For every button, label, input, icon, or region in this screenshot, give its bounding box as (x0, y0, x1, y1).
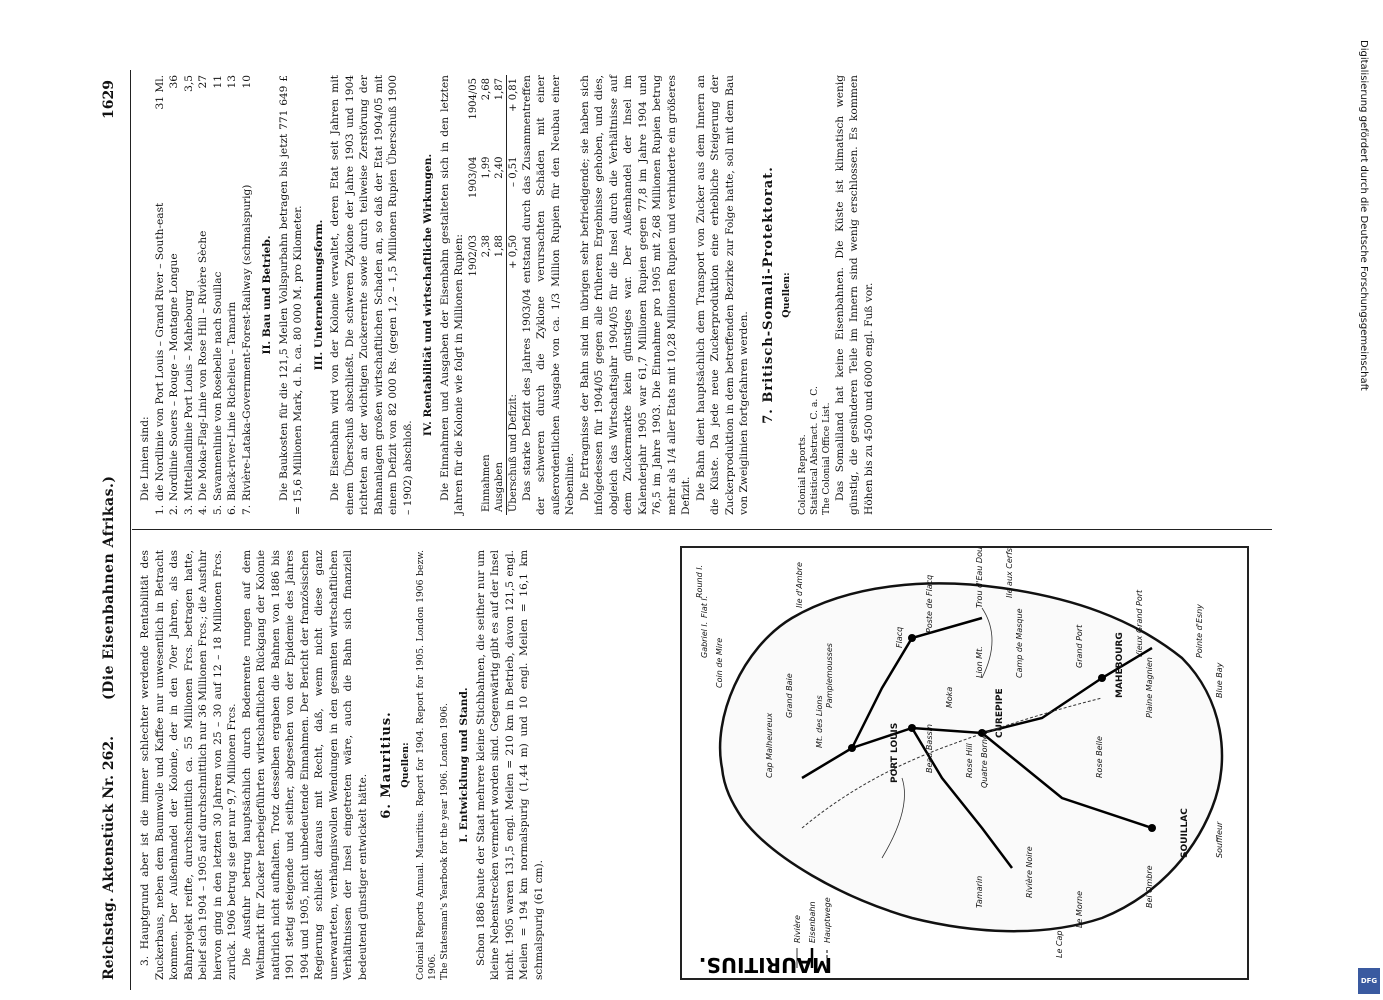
header-left: Reichstag. Aktenstück Nr. 262. (101, 736, 117, 980)
town-marker (848, 744, 856, 752)
map-label: Quatre Bornes (980, 730, 989, 788)
table-row: Einnahmen 2,38 1,99 2,68 (480, 78, 492, 512)
town-marker (908, 634, 916, 642)
sources-heading: Quellen: (399, 742, 411, 788)
map-label: Vieux Grand Port (1135, 589, 1144, 658)
dfg-logo: DFG (1358, 968, 1380, 994)
table-header: 1902/03 (467, 234, 479, 277)
paragraph: Die Bahn dient hauptsächlich dem Transport von Zucker aus dem Innern an die Küste. Da jede neue Zuckerproduktion eine erhebliche Steigerung der Zuckerproduktion in dem betreffenden Bezirke zur Folge hatte, soll mit dem Bau von Zweiglinien fortgefahren werden. (694, 75, 750, 515)
map-label: Moka (945, 686, 954, 708)
map-label: Grand Baie (785, 673, 794, 718)
map-label: Gabriel I. (700, 621, 709, 658)
town-marker (1098, 674, 1106, 682)
legend-item: Hauptwege (823, 897, 832, 943)
town-marker (908, 724, 916, 732)
legend-item: Eisenbahn (808, 901, 817, 943)
map-label: Le Cap (1055, 930, 1064, 958)
map-label: Souffleur (1215, 821, 1224, 858)
digitization-note (1355, 40, 1369, 1000)
map-label: Le Morne (1075, 891, 1084, 928)
source-entry: The Colonial Office List. (820, 402, 832, 515)
map-label: Trou d'Eau Douce (975, 548, 984, 608)
digitization-text: Digitalisierung gefördert durch die Deutsche Forschungsgemeinschaft (1358, 40, 1369, 391)
header-rule (130, 70, 131, 990)
mauritius-map (680, 546, 1249, 980)
map-label: Beau Bassin (925, 724, 934, 773)
rotated-page (50, 60, 1350, 1000)
map-label: MAHEBOURG (1115, 632, 1125, 698)
list-item: 7. Rivière-Lataka-Government-Forest-Railway (schmalspurig) 10 (240, 75, 253, 515)
paragraph: 3. Hauptgrund aber ist die immer schlechter werdende Rentabilität des Zuckerbaus, neben dem Baumwolle und Kaffee nur unwesentlich in Betracht kommen. Der Außenhandel der Kolonie, der in den 70er Jahren, als das Bahnprojekt reifte, durchschnittlich ca. 55 Millionen Frcs. betragen hatte, belief sich 1904 – 1905 auf durchschnittlich nur 36 Millionen Frcs.; die Ausfuhr hiervon ging in den letzten 30 Jahren von 25 – 30 auf 12 – 18 Millionen Frcs. zurück. 1906 betrug sie gar nur 9,7 Millionen Frcs. (139, 550, 238, 980)
paragraph: Die Ertragnisse der Bahn sind im übrigen sehr befriedigende; sie haben sich infolgedessen für 1904/05 gegen alle früheren Ergebnisse gehoben, und dies, obgleich das Wirtschaftsjahr 1904/05 für die Insel durch die Verhältnisse auf dem Zuckermarkte kein günstiges war. Der Außenhandel der Insel im Kalenderjahr 1905 war 61,7 Millionen Rupien gegen 77,8 im Jahre 1904 und 76,5 im Jahre 1903. Die Einnahme pro 1905 mit 2,68 Millionen Rupien betrug mehr als 1/4 aller Etats mit 10,28 Millionen Rupien und verhinderte ein größeres Defizit. (578, 75, 692, 515)
list-item: 3. Mittellandlinie Port Louis – Mahebourg 3,5 (182, 75, 195, 515)
paragraph: Die Baukosten für die 121,5 Meilen Vollspurbahn betragen bis jetzt 771 649 £ = 15,6 Millionen Mark, d. h. ca. 80 000 M. pro Kilometer. (277, 75, 304, 515)
list-item: 1. die Nordlinie von Port Louis – Grand River – South-east 31 Ml. (153, 75, 166, 515)
list-item: 5. Savannenlinie von Rosebelle nach Souillac 11 (211, 75, 224, 515)
subheading: III. Unternehmungsform. (312, 219, 325, 371)
paragraph: Schon 1886 baute der Staat mehrere kleine Stichbahnen, die seither nur um kleine Nebenstrecken vermehrt worden sind. Gegenwärtig gibt es auf der Insel nicht. 1905 waren 131,5 engl. Meilen = 210 km in Betrieb, davon 121,5 engl. Meilen = 194 km normalspurig (1,44 m) und 10 engl. Meilen = 16,1 km schmalspurig (61 cm). (474, 550, 545, 980)
column-divider (132, 529, 1272, 530)
header-center: (Die Eisenbahnen Afrikas.) (101, 475, 117, 700)
map-label: Flacq (895, 626, 904, 648)
map-label: Grand Port (1075, 624, 1084, 668)
lines-list (153, 75, 255, 515)
map-label: Round I. (695, 564, 704, 598)
list-item: 4. Die Moka-Flag-Linie von Rose Hill – Rivière Sèche 27 (197, 75, 209, 515)
table-row: Ausgaben 1,88 2,40 1,87 (493, 78, 505, 512)
map-label: Bel Ombre (1145, 865, 1154, 908)
section-heading-mauritius: 6. Mauritius. (379, 711, 394, 819)
list-item: 2. Nordlinie Souers – Rouge – Montagne Longue 36 (168, 75, 180, 515)
table-header-row (467, 75, 480, 515)
map-label: Plaine Magnien (1145, 657, 1154, 718)
source-entry: Colonial Reports. (796, 434, 808, 515)
map-label: Mt. des Lions (815, 695, 824, 748)
table-header: 1903/04 (467, 156, 479, 199)
right-column (138, 75, 876, 515)
map-label: Rivière Noire (1025, 846, 1034, 898)
map-label: Coin de Mire (715, 637, 724, 688)
town-marker (1148, 824, 1156, 832)
source-entry: Colonial Reports Annual. Mauritius. Report for 1904. Report for 1905. London 1906 bezw. 1906. (415, 550, 438, 980)
subheading: II. Bau und Betrieb. (261, 235, 273, 355)
page-number: 1629 (101, 80, 117, 119)
map-svg (682, 548, 1247, 978)
list-item: 6. Black-river-Linie Richelieu – Tamarin 13 (226, 75, 238, 515)
map-label: Poste de Flacq (925, 574, 934, 633)
map-label: Camp de Masque (1015, 608, 1024, 678)
map-label: Tamarin (975, 875, 984, 908)
source-entry: The Statesman's Yearbook for the year 1906. London 1906. (439, 703, 450, 980)
finance-table (467, 75, 520, 515)
left-column (138, 550, 546, 980)
paragraph: Die Einnahmen und Ausgaben der Eisenbahn gestalteten sich in den letzten Jahren für die Kolonie wie folgt in Millionen Rupien: (438, 75, 465, 515)
paragraph: Die Eisenbahn wird von der Kolonie verwaltet, deren Etat seit Jahren mit einem Überschuß abschließt. Die schweren Zyklone der Jahre 1903 und 1904 richteten an der wichtigen Zuckerernte sowie durch teilweise Zerstörung der Bahnanlagen großen wirtschaftlichen Schaden an, so daß der Etat 1904/05 mit einem Defizit von 82 000 Rs. (gegen 1,2 – 1,5 Millionen Rupien Überschuß 1900 – 1902) abschloß. (329, 75, 414, 515)
map-label: Cap Malheureux (765, 712, 774, 778)
sources-heading: Quellen: (781, 272, 792, 318)
table-row: Überschuß und Defizit: + 0,50 – 0,51 + 0,81 (506, 75, 520, 515)
map-label: Lion Mt. (975, 646, 984, 678)
section-heading-somali: 7. Britisch-Somali-Protektorat. (760, 166, 776, 424)
map-label: Ile d'Ambre (795, 562, 804, 608)
map-title: MAURITIUS. (698, 953, 832, 977)
page-header (95, 60, 125, 1000)
table-header: 1904/05 (467, 78, 479, 120)
map-label: Flat I. (700, 595, 709, 618)
subheading: I. Entwicklung und Stand. (458, 687, 470, 843)
paragraph: Die Ausfuhr betrug hauptsächlich durch Bodenrente rungen auf dem Weltmarkt für Zucker herbeigeführten wirtschaftlichen Rückgang der Kolonie natürlich nicht aufhalten. Trotz desselben ergaben die Bahnen von 1886 bis 1901 stetig steigende und seither, abgesehen von der Epidemie des Jahres 1904 und 1905, nicht unbedeutende Einnahmen. Der Bericht der französischen Regierung schließt daraus mit Recht, daß, wenn nicht diese ganz unerwarteten, verhängnisvollen Wendungen in den gesamten wirtschaftlichen Verhältnissen der Insel eingetreten wäre, auch die Bahn sich finanziell bedeutend günstiger entwickelt hätte. (240, 550, 369, 980)
map-label: Rose Hill (965, 743, 974, 778)
paragraph: Das starke Defizit des Jahres 1903/04 entstand durch das Zusammentreffen der schweren durch die Zyklone verursachten Schäden mit einer außerordentlichen Ausgabe von ca. 1/3 Million Rupien für den Neubau einer Nebenlinie. (520, 75, 576, 515)
legend-item: Rivière (793, 915, 802, 943)
subheading: IV. Rentabilität und wirtschaftliche Wirkungen. (422, 153, 434, 437)
map-label: Blue Bay (1215, 662, 1224, 698)
map-label: Rose Belle (1095, 736, 1104, 778)
map-label: Pointe d'Esny (1195, 604, 1204, 658)
map-label: Ile aux Cerfs (1005, 548, 1014, 598)
map-label: Pamplemousses (825, 643, 834, 708)
source-entry: Statistical Abstract. C. a. C. (808, 386, 820, 515)
map-label: CUREPIPE (995, 688, 1005, 738)
paragraph: Die Linien sind: (139, 416, 151, 501)
map-label: PORT LOUIS (890, 722, 900, 783)
paragraph: Das Somaliland hat keine Eisenbahnen. Die Küste ist klimatisch wenig günstig, die gesünderen Teile im Innern sind wenig erschlossen. Es kommen Höhen bis zu 4500 und 6000 engl. Fuß vor. (833, 75, 875, 515)
map-label: SOUILLAC (1180, 808, 1190, 858)
